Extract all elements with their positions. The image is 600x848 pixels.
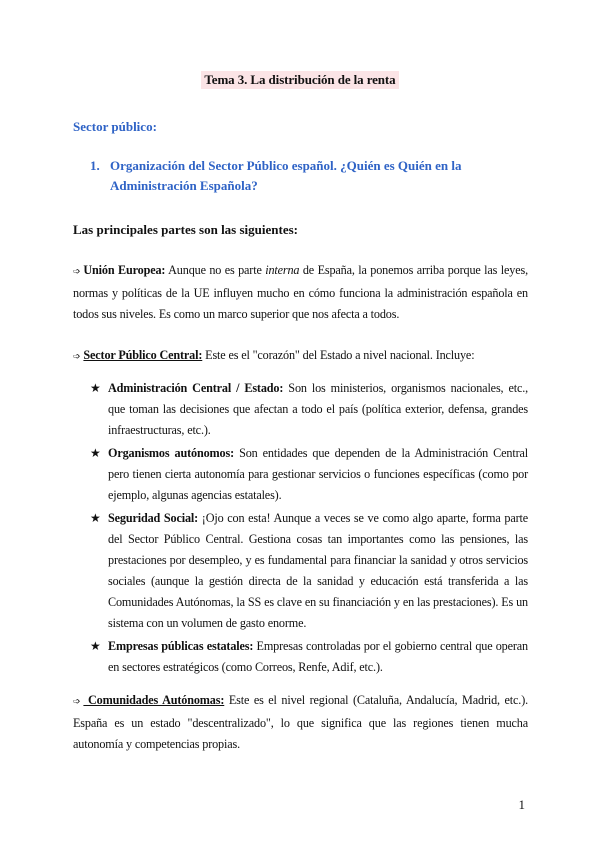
central-label: Sector Público Central: (83, 348, 203, 362)
list-item (90, 443, 528, 506)
arrow-icon: ➩ (73, 352, 81, 362)
paragraph-sector-central (73, 345, 528, 368)
document-title: Tema 3. La distribución de la renta (201, 71, 398, 89)
ccaa-text: Este es el nivel regional (Cataluña, Andalucía, Madrid, etc.). España es un estado "descentralizado", lo que significa que las regiones tienen mucha autonomía y competencias propias. (73, 693, 528, 751)
arrow-icon: ➩ (73, 267, 81, 277)
item-text: Empresas controladas por el gobierno central que operan en sectores estratégicos (como Correos, Renfe, Adif, etc.). (108, 639, 528, 674)
list-item (90, 508, 528, 634)
ue-italic: interna (265, 263, 300, 277)
star-icon: ★ (90, 381, 101, 395)
section-heading: Sector público: (73, 119, 157, 134)
numbered-heading (90, 156, 530, 196)
item-label: Seguridad Social: (108, 511, 199, 525)
star-icon: ★ (90, 639, 101, 653)
list-item (90, 636, 528, 678)
star-icon: ★ (90, 511, 101, 525)
item-label: Empresas públicas estatales: (108, 639, 254, 653)
item-text: Son entidades que dependen de la Administración Central pero tienen cierta autonomía para gestionar servicios o funciones específicas (como por ejemplo, algunas agencias estatales). (108, 446, 528, 502)
page-number: 1 (518, 797, 525, 812)
central-text: Este es el "corazón" del Estado a nivel nacional. Incluye: (202, 348, 475, 362)
item-text: ¡Ojo con esta! Aunque a veces se ve como algo aparte, forma parte del Sector Público Central. Gestiona cosas tan importantes como las pensiones, las prestaciones por desempleo, y es fundamental para financiar la sanidad y otros servicios sociales (aunque la gestión directa de la sanidad y educación está transferida a las Comunidades Autónomas, la SS es clave en su financiación y en las prestaciones). Es un sistema con un volumen de gasto enorme. (108, 511, 528, 630)
ccaa-label: Comunidades Autónomas: (83, 693, 225, 707)
star-icon: ★ (90, 446, 101, 460)
item-label: Administración Central / Estado: (108, 381, 284, 395)
arrow-icon: ➩ (73, 697, 81, 707)
ue-text-b: de España, la ponemos arriba porque las leyes, normas y políticas de la UE influyen mucho en cómo funciona la administración española en todos sus niveles. Es como un marco superior que nos afecta a todos. (73, 263, 528, 321)
paragraph-comunidades (73, 690, 528, 755)
central-items-list (90, 378, 528, 680)
heading-text: Organización del Sector Público español. ¿Quién es Quién en la Administración Española? (110, 158, 462, 193)
item-label: Organismos autónomos: (108, 446, 234, 460)
item-text: Son los ministerios, organismos nacionales, etc., que toman las decisiones que afectan a todo el país (política exterior, defensa, grandes infraestructuras, etc.). (108, 381, 529, 437)
list-item (90, 378, 528, 441)
ue-text-a: Aunque no es parte (165, 263, 266, 277)
heading-number: 1. (90, 158, 100, 173)
title-container (0, 71, 600, 89)
paragraph-union-europea (73, 260, 528, 325)
ue-label: Unión Europea: (83, 263, 166, 277)
subheading: Las principales partes son las siguientes: (73, 222, 298, 237)
